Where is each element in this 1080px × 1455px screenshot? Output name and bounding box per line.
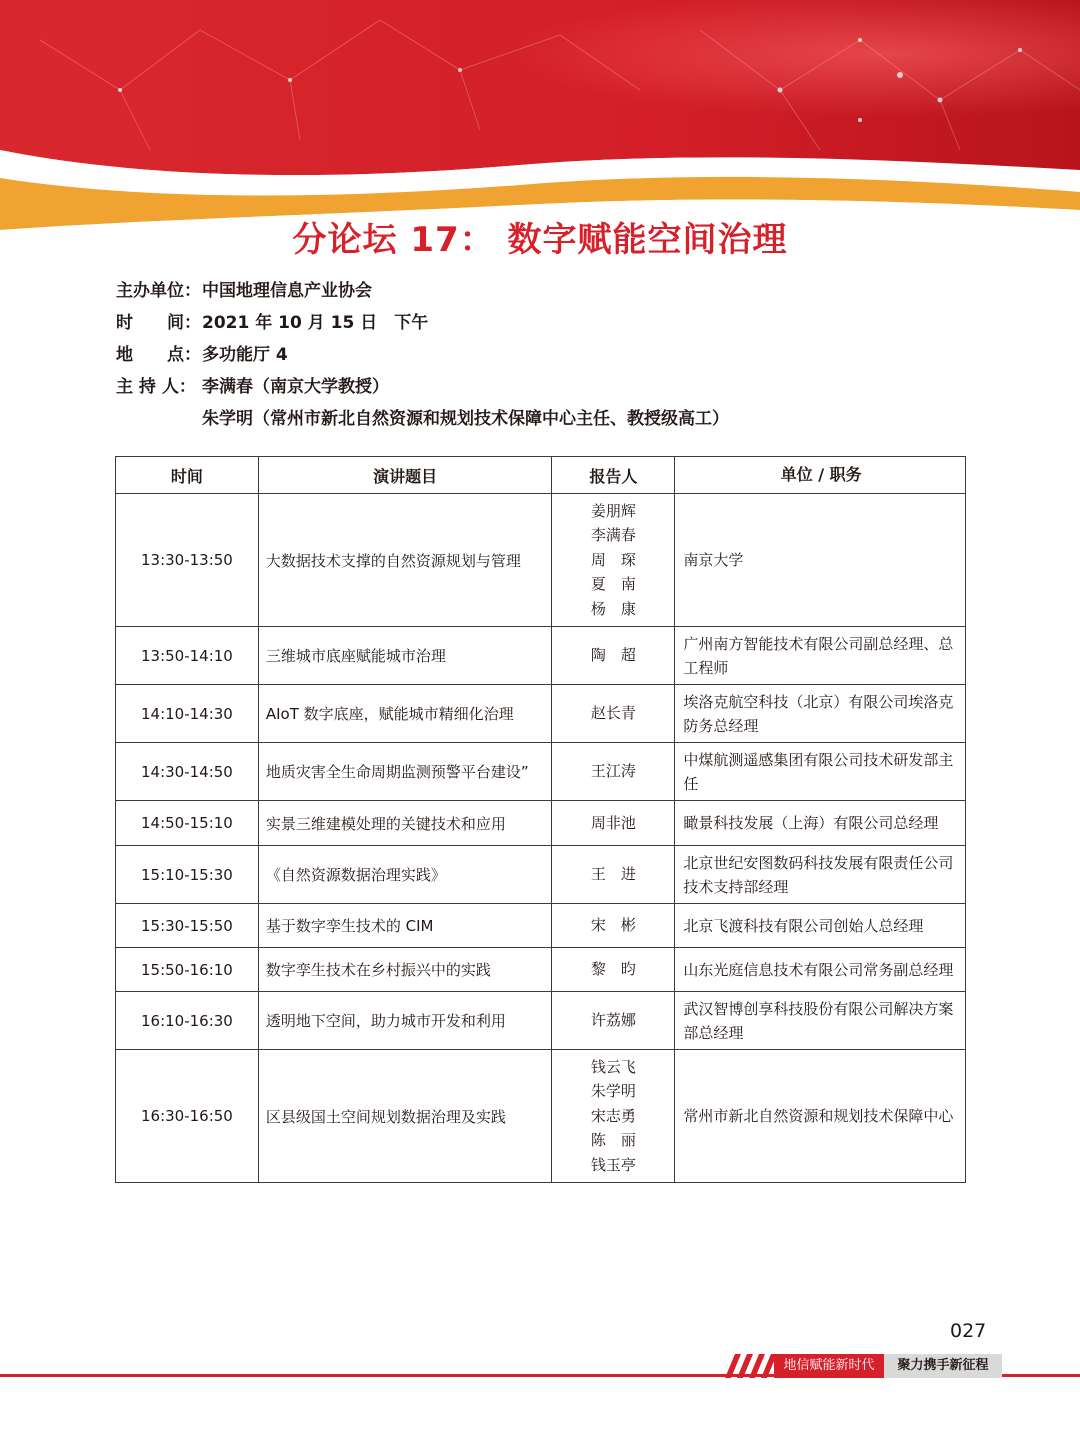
speaker-name: 宋 彬 xyxy=(590,916,636,935)
page-number: 027 xyxy=(950,1320,987,1342)
cell-speakers xyxy=(552,992,675,1050)
cell-time: 16:30-16:50 xyxy=(116,1050,259,1183)
speaker-name: 陶 超 xyxy=(590,646,636,665)
host-value-2: 朱学明（常州市新北自然资源和规划技术保障中心主任、教授级高工） xyxy=(202,409,729,429)
header-banner xyxy=(0,0,1080,240)
table-row xyxy=(116,1050,966,1183)
footer-slogan-right: 聚力携手新征程 xyxy=(884,1354,1002,1378)
header-unit: 单位 / 职务 xyxy=(675,457,966,494)
organizer-label: 主办单位： xyxy=(116,281,201,301)
speaker-name: 钱云飞 xyxy=(590,1057,636,1076)
speaker-name: 李满春 xyxy=(590,526,636,545)
cell-speakers xyxy=(552,743,675,801)
speaker-name: 夏 南 xyxy=(590,575,636,594)
table-row xyxy=(116,992,966,1050)
speaker-name: 周 琛 xyxy=(590,550,636,569)
table-row xyxy=(116,627,966,685)
table-header-row xyxy=(116,457,966,494)
schedule-table xyxy=(115,456,966,1183)
header-speaker: 报告人 xyxy=(552,457,675,494)
table-row xyxy=(116,801,966,846)
cell-topic: 基于数字孪生技术的 CIM xyxy=(258,904,552,948)
cell-speakers xyxy=(552,846,675,904)
speaker-name: 周非池 xyxy=(590,813,636,832)
cell-unit: 南京大学 xyxy=(675,494,966,627)
cell-speakers xyxy=(552,1050,675,1183)
speaker-name: 杨 康 xyxy=(590,599,636,618)
place-label: 地 点： xyxy=(116,345,201,365)
cell-unit: 武汉智博创享科技股份有限公司解决方案部总经理 xyxy=(675,992,966,1050)
footer-stripes xyxy=(717,1354,777,1378)
speaker-name: 赵长青 xyxy=(590,704,636,723)
cell-unit: 瞰景科技发展（上海）有限公司总经理 xyxy=(675,801,966,846)
cell-topic: 三维城市底座赋能城市治理 xyxy=(258,627,552,685)
cell-speakers xyxy=(552,685,675,743)
cell-time: 14:30-14:50 xyxy=(116,743,259,801)
cell-topic: 实景三维建模处理的关键技术和应用 xyxy=(258,801,552,846)
cell-topic: 数字孪生技术在乡村振兴中的实践 xyxy=(258,948,552,992)
host-label-spacer xyxy=(116,406,202,438)
table-row xyxy=(116,904,966,948)
cell-time: 13:50-14:10 xyxy=(116,627,259,685)
footer-slogan-left: 地信赋能新时代 xyxy=(774,1354,884,1378)
cell-topic: 区县级国土空间规划数据治理及实践 xyxy=(258,1050,552,1183)
cell-unit: 常州市新北自然资源和规划技术保障中心 xyxy=(675,1050,966,1183)
time-row xyxy=(116,310,976,342)
table-row xyxy=(116,494,966,627)
organizer-value: 中国地理信息产业协会 xyxy=(202,281,372,301)
page-title: 分论坛 17： 数字赋能空间治理 xyxy=(292,220,788,260)
speaker-name: 朱学明 xyxy=(590,1082,636,1101)
cell-time: 15:30-15:50 xyxy=(116,904,259,948)
forum-info xyxy=(116,278,976,438)
header-time: 时间 xyxy=(116,457,259,494)
cell-topic: AIoT 数字底座，赋能城市精细化治理 xyxy=(258,685,552,743)
host-value-1: 李满春（南京大学教授） xyxy=(202,377,389,397)
cell-speakers xyxy=(552,627,675,685)
host-row-2 xyxy=(116,406,976,438)
speaker-name: 王江涛 xyxy=(590,762,636,781)
speaker-name: 黎 昀 xyxy=(590,960,636,979)
time-value: 2021 年 10 月 15 日 下午 xyxy=(202,313,429,333)
cell-time: 15:50-16:10 xyxy=(116,948,259,992)
speaker-name: 钱玉亭 xyxy=(590,1155,636,1174)
cell-speakers xyxy=(552,801,675,846)
place-value: 多功能厅 4 xyxy=(202,345,288,365)
speaker-name: 许荔娜 xyxy=(590,1011,636,1030)
organizer-row xyxy=(116,278,976,310)
cell-unit: 广州南方智能技术有限公司副总经理、总工程师 xyxy=(675,627,966,685)
cell-time: 14:10-14:30 xyxy=(116,685,259,743)
header-topic: 演讲题目 xyxy=(258,457,552,494)
cell-unit: 中煤航测遥感集团有限公司技术研发部主任 xyxy=(675,743,966,801)
time-label: 时 间： xyxy=(116,313,201,333)
cell-speakers xyxy=(552,494,675,627)
cell-time: 13:30-13:50 xyxy=(116,494,259,627)
cell-unit: 北京飞渡科技有限公司创始人总经理 xyxy=(675,904,966,948)
host-label: 主 持 人： xyxy=(116,377,196,397)
speaker-name: 宋志勇 xyxy=(590,1106,636,1125)
cell-unit: 埃洛克航空科技（北京）有限公司埃洛克防务总经理 xyxy=(675,685,966,743)
cell-time: 14:50-15:10 xyxy=(116,801,259,846)
speaker-name: 王 进 xyxy=(590,865,636,884)
cell-speakers xyxy=(552,948,675,992)
cell-unit: 山东光庭信息技术有限公司常务副总经理 xyxy=(675,948,966,992)
table-row xyxy=(116,948,966,992)
cell-topic: 透明地下空间，助力城市开发和利用 xyxy=(258,992,552,1050)
table-row xyxy=(116,685,966,743)
speaker-name: 姜朋辉 xyxy=(590,501,636,520)
cell-speakers xyxy=(552,904,675,948)
place-row xyxy=(116,342,976,374)
cell-topic: 《自然资源数据治理实践》 xyxy=(258,846,552,904)
host-row xyxy=(116,374,976,406)
table-row xyxy=(116,846,966,904)
cell-time: 15:10-15:30 xyxy=(116,846,259,904)
table-body xyxy=(116,494,966,1183)
table-row xyxy=(116,743,966,801)
cell-time: 16:10-16:30 xyxy=(116,992,259,1050)
cell-unit: 北京世纪安图数码科技发展有限责任公司技术支持部经理 xyxy=(675,846,966,904)
cell-topic: 大数据技术支撑的自然资源规划与管理 xyxy=(258,494,552,627)
cell-topic: 地质灾害全生命周期监测预警平台建设” xyxy=(258,743,552,801)
speaker-name: 陈 丽 xyxy=(590,1131,636,1150)
